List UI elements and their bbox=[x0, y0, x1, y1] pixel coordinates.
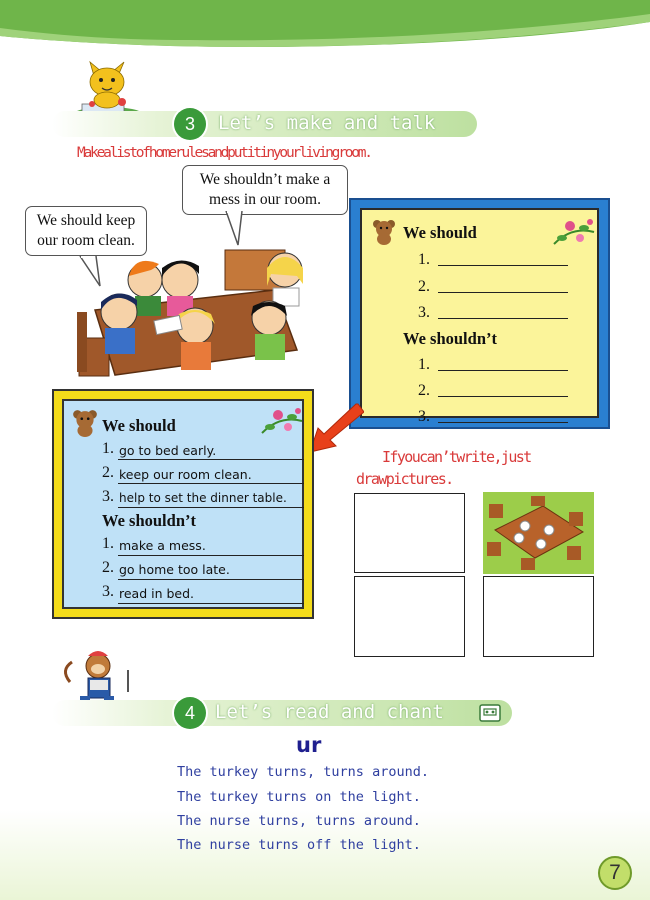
flower-icon bbox=[552, 216, 596, 250]
example-shouldnt-text-1: make a mess. bbox=[119, 538, 206, 553]
flower-icon bbox=[260, 405, 304, 439]
draw-pictures-hint: Ifyoucan’twrite,just drawpictures. bbox=[356, 448, 531, 488]
top-wave-decoration bbox=[0, 0, 650, 55]
speech-bubble-center: We shouldn’t make a mess in our room. bbox=[182, 165, 348, 215]
chant-line-4: The nurse turns off the light. bbox=[177, 837, 421, 853]
blank-line-5 bbox=[438, 396, 568, 397]
audio-cassette-icon[interactable] bbox=[479, 704, 501, 722]
section-3-banner bbox=[52, 111, 477, 137]
shouldnt-heading: We shouldn’t bbox=[403, 329, 497, 348]
example-line-1 bbox=[118, 459, 304, 460]
blank-num-1: 1. bbox=[418, 251, 430, 268]
example-shouldnt-num-2: 2. bbox=[102, 559, 114, 576]
example-shouldnt-text-2: go home too late. bbox=[119, 562, 230, 577]
bear-icon bbox=[372, 219, 396, 245]
section-number: 3 bbox=[174, 108, 206, 140]
chant-line-2: The turkey turns on the light. bbox=[177, 789, 421, 805]
chant-line-3: The nurse turns, turns around. bbox=[177, 813, 421, 829]
blank-num-3: 3. bbox=[418, 304, 430, 321]
speech-bubble-left: We should keep our room clean. bbox=[25, 206, 147, 256]
bear-icon bbox=[72, 409, 98, 437]
drawing-box-1[interactable] bbox=[354, 493, 465, 573]
example-should-heading: We should bbox=[102, 416, 176, 435]
chant-line-1: The turkey turns, turns around. bbox=[177, 764, 429, 780]
example-line-4 bbox=[118, 555, 304, 556]
example-line-3 bbox=[118, 507, 304, 508]
blank-line-3 bbox=[438, 318, 568, 319]
example-should-text-3: help to set the dinner table. bbox=[119, 491, 287, 505]
dinner-table-picture bbox=[483, 492, 594, 574]
example-should-num-3: 3. bbox=[102, 488, 114, 505]
example-shouldnt-num-3: 3. bbox=[102, 583, 114, 600]
example-should-num-2: 2. bbox=[102, 464, 114, 481]
section-number: 4 bbox=[174, 697, 206, 729]
example-should-text-2: keep our room clean. bbox=[119, 467, 252, 482]
blank-rules-card bbox=[349, 198, 610, 429]
children-at-table-illustration bbox=[75, 240, 310, 380]
drawing-box-3[interactable] bbox=[483, 576, 594, 657]
blank-line-4 bbox=[438, 370, 568, 371]
blank-line-1 bbox=[438, 265, 568, 266]
example-shouldnt-num-1: 1. bbox=[102, 535, 114, 552]
example-line-2 bbox=[118, 483, 304, 484]
instruction-text: Makealistofhomerulesandputitinyourlivingroom. bbox=[77, 145, 371, 161]
drawing-box-2[interactable] bbox=[354, 576, 465, 657]
example-rules-card-inner bbox=[62, 399, 304, 609]
blank-line-6 bbox=[438, 422, 568, 423]
should-heading: We should bbox=[403, 223, 477, 242]
phonics-letters: ur bbox=[296, 733, 322, 757]
page-number: 7 bbox=[598, 856, 632, 890]
example-line-6 bbox=[118, 603, 304, 604]
example-should-text-1: go to bed early. bbox=[119, 443, 217, 458]
section-title: Let’s read and chant bbox=[215, 701, 444, 723]
example-shouldnt-text-3: read in bed. bbox=[119, 586, 195, 601]
blank-line-2 bbox=[438, 292, 568, 293]
example-shouldnt-heading: We shouldn’t bbox=[102, 511, 196, 530]
example-line-5 bbox=[118, 579, 304, 580]
blank-num-5: 2. bbox=[418, 382, 430, 399]
section-title: Let’s make and talk bbox=[218, 112, 436, 134]
blank-num-2: 2. bbox=[418, 278, 430, 295]
blank-num-6: 3. bbox=[418, 408, 430, 425]
blank-num-4: 1. bbox=[418, 356, 430, 373]
section-4-banner bbox=[52, 700, 512, 726]
example-rules-card bbox=[52, 389, 314, 619]
blank-rules-card-inner bbox=[360, 208, 599, 425]
example-should-num-1: 1. bbox=[102, 440, 114, 457]
